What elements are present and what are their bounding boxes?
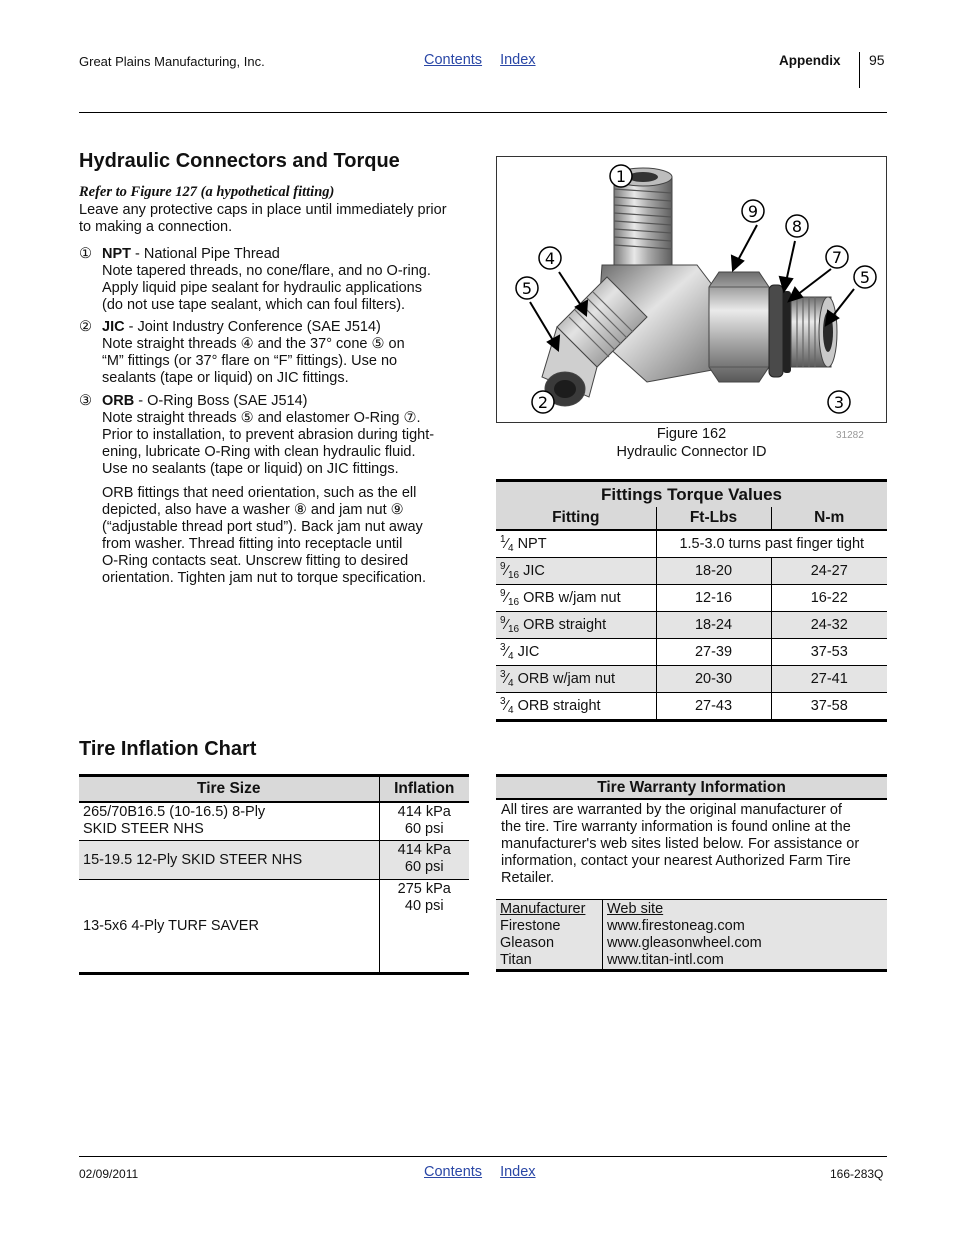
header-index-link[interactable]: Index (500, 52, 536, 68)
tire-size: 13-5x6 4-Ply TURF SAVER (83, 917, 259, 934)
fraction-denominator: 4 (507, 543, 514, 554)
table-row: $^1⁄_4$ NPT 1.5-3.0 turns past finger tight (496, 530, 887, 558)
item-line: (do not use tape sealant, which can foul filters). (102, 297, 406, 313)
website-url[interactable]: www.titan-intl.com (607, 952, 724, 968)
item-orb (79, 393, 469, 478)
item-term: JIC (102, 319, 125, 335)
fraction-numerator: 9 (500, 615, 506, 626)
website-header: Web site (607, 901, 664, 917)
callout-9: 9 (747, 202, 759, 221)
table-row: $^9⁄_{16}$ ORB w/jam nut 12-16 16-22 (496, 585, 887, 612)
fraction-numerator: 3 (500, 696, 506, 707)
callout-7: 7 (831, 248, 843, 267)
header-company: Great Plains Manufacturing, Inc. (79, 54, 265, 69)
website-column (607, 901, 762, 969)
warranty-line: All tires are warranted by the original manufacturer of (501, 802, 842, 818)
callout-3: 3 (833, 393, 845, 412)
nm-value: 37-53 (771, 639, 887, 666)
col-header-inflation: Inflation (379, 776, 469, 802)
orb-note-line: from washer. Thread fitting into receptacle until (102, 536, 403, 552)
fraction-denominator: 4 (507, 678, 514, 689)
manufacturer-column (500, 901, 600, 969)
callout-1: 1 (615, 167, 627, 186)
warranty-line: the tire. Tire warranty information is found online at the (501, 819, 851, 835)
torque-table (496, 479, 887, 722)
orb-note (102, 485, 472, 587)
footer-rule (79, 1156, 887, 1157)
fitting-name: NPT (513, 536, 547, 552)
orb-stem (791, 297, 837, 367)
fraction-denominator: 4 (507, 705, 514, 716)
item-npt (79, 246, 469, 314)
nm-value: 37-58 (771, 693, 887, 721)
inflation-psi: 60 psi (404, 820, 444, 837)
callout-5-left: 5 (521, 279, 533, 298)
warranty-line: Retailer. (501, 870, 555, 886)
jam-nut (709, 272, 769, 382)
nm-value: 16-22 (771, 585, 887, 612)
item-line: Note straight threads ④ and the 37° cone ⑤ on (102, 336, 405, 352)
item-line: Apply liquid pipe sealant for hydraulic applications (102, 280, 422, 296)
warranty-text (501, 802, 885, 887)
website-url[interactable]: www.firestoneag.com (607, 918, 745, 934)
tire-inflation-table (79, 774, 469, 975)
header-section: Appendix (779, 53, 841, 68)
col-header-fitting: Fitting (496, 507, 656, 531)
item-term: NPT (102, 246, 131, 262)
item-line: Note straight threads ⑤ and elastomer O-Ring ⑦. (102, 410, 421, 426)
fitting-name: JIC (519, 563, 545, 579)
figure-title: Hydraulic Connector ID (616, 444, 767, 460)
manufacturer-header: Manufacturer (500, 901, 586, 917)
header-nav (424, 52, 550, 69)
ftlbs-value: 18-20 (656, 558, 771, 585)
inflation-psi: 60 psi (404, 859, 444, 875)
warranty-line: information, contact your nearest Authorized Farm Tire (501, 853, 851, 869)
fraction-numerator: 9 (500, 588, 506, 599)
item-line: Note tapered threads, no cone/flare, and no O-ring. (102, 263, 431, 279)
table-row (79, 802, 469, 841)
warranty-line: manufacturer's web sites listed below. For assistance or (501, 836, 860, 852)
orb-note-line: (“adjustable thread port stud”). Back jam nut away (102, 519, 423, 535)
manufacturer-name: Titan (500, 952, 532, 968)
item-term: ORB (102, 393, 135, 409)
item-marker: ③ (79, 393, 92, 409)
nm-value: 24-27 (771, 558, 887, 585)
fraction-numerator: 9 (500, 561, 506, 572)
manufacturer-name: Firestone (500, 918, 561, 934)
intro-line: Leave any protective caps in place until immediately prior (79, 202, 447, 218)
fraction-denominator: 16 (507, 570, 520, 581)
item-line: Prior to installation, to prevent abrasion during tight- (102, 427, 435, 443)
col-header-ftlbs: Ft-Lbs (656, 507, 771, 531)
table-row: $^3⁄_4$ ORB straight 27-43 37-58 (496, 693, 887, 721)
footer-index-link[interactable]: Index (500, 1164, 536, 1180)
col-header-tire-size: Tire Size (79, 776, 379, 802)
inflation-kpa: 275 kPa (397, 881, 451, 897)
inflation-kpa: 414 kPa (397, 842, 451, 858)
figure-reference: Refer to Figure 127 (a hypothetical fitting) (79, 184, 335, 200)
callout-5-right: 5 (859, 268, 871, 287)
inflation-psi: 40 psi (404, 898, 444, 914)
item-term-desc: - O-Ring Boss (SAE J514) (134, 393, 308, 409)
orb-note-line: depicted, also have a washer ⑧ and jam nut ⑨ (102, 502, 404, 518)
figure-number: Figure 162 (656, 426, 727, 442)
item-marker: ① (79, 246, 92, 262)
item-term-desc: - National Pipe Thread (131, 246, 280, 262)
tire-chart-title: Tire Inflation Chart (79, 738, 257, 760)
callout-4: 4 (544, 249, 556, 268)
torque-value: 1.5-3.0 turns past finger tight (656, 530, 887, 558)
website-url[interactable]: www.gleasonwheel.com (607, 935, 762, 951)
figure-caption (496, 425, 887, 461)
column-divider (602, 900, 603, 970)
ftlbs-value: 12-16 (656, 585, 771, 612)
fraction-numerator: 3 (500, 669, 506, 680)
item-term-desc: - Joint Industry Conference (SAE J514) (124, 319, 381, 335)
header-divider (859, 52, 860, 88)
nm-value: 24-32 (771, 612, 887, 639)
fitting-name: ORB w/jam nut (513, 671, 616, 687)
ftlbs-value: 20-30 (656, 666, 771, 693)
table-row (79, 880, 469, 974)
item-line: “M” fittings (or 37° flare on “F” fittings). Use no (102, 353, 398, 369)
callout-8: 8 (791, 217, 803, 236)
warranty-title: Tire Warranty Information (496, 774, 887, 800)
figure-image-id: 31282 (836, 430, 864, 441)
fitting-name: JIC (513, 644, 540, 660)
warranty-sites-table (496, 899, 887, 972)
fitting-name: ORB straight (519, 617, 607, 633)
hydraulic-title: Hydraulic Connectors and Torque (79, 150, 400, 172)
item-line: Use no sealants (tape or liquid) on JIC fittings. (102, 461, 399, 477)
ftlbs-value: 27-39 (656, 639, 771, 666)
item-marker: ② (79, 319, 92, 335)
tire-size: 15-19.5 12-Ply SKID STEER NHS (83, 851, 303, 868)
connector-illustration (497, 157, 886, 422)
fraction-denominator: 16 (507, 597, 520, 608)
manufacturer-name: Gleason (500, 935, 555, 951)
item-jic (79, 319, 469, 387)
fraction-denominator: 4 (507, 651, 514, 662)
table-row: $^9⁄_{16}$ JIC 18-20 24-27 (496, 558, 887, 585)
orb-note-line: ORB fittings that need orientation, such as the ell (102, 485, 417, 501)
ftlbs-value: 18-24 (656, 612, 771, 639)
hydraulic-connector-figure (496, 156, 887, 423)
inflation-kpa: 414 kPa (397, 803, 451, 820)
page-number: 95 (869, 52, 885, 68)
ftlbs-value: 27-43 (656, 693, 771, 721)
table-row: $^3⁄_4$ ORB w/jam nut 20-30 27-41 (496, 666, 887, 693)
fitting-name: ORB straight (513, 698, 601, 714)
footer-nav (424, 1164, 550, 1181)
item-line: sealants (tape or liquid) on JIC fittings. (102, 370, 349, 386)
fitting-name: ORB w/jam nut (519, 590, 621, 606)
nm-value: 27-41 (771, 666, 887, 693)
intro-line: to making a connection. (79, 219, 233, 235)
orb-note-line: O-Ring contacts seat. Unscrew fitting to desired (102, 553, 409, 569)
callout-2: 2 (537, 393, 549, 412)
footer-doc-number: 166-283Q (830, 1167, 884, 1181)
footer-date: 02/09/2011 (79, 1167, 139, 1181)
orb-note-line: orientation. Tighten jam nut to torque specification. (102, 570, 427, 586)
tire-size: SKID STEER NHS (83, 820, 204, 837)
col-header-nm: N-m (771, 507, 887, 531)
table-row (79, 841, 469, 880)
fraction-numerator: 3 (500, 642, 506, 653)
fraction-denominator: 16 (507, 624, 520, 635)
tire-size: 265/70B16.5 (10-16.5) 8-Ply (83, 803, 266, 820)
header-contents-link[interactable]: Contents (424, 52, 483, 68)
torque-table-title: Fittings Torque Values (496, 481, 887, 507)
item-line: ening, lubricate O-Ring with clean hydraulic fluid. (102, 444, 416, 460)
hydraulic-intro (79, 202, 479, 236)
header-rule (79, 112, 887, 113)
footer-contents-link[interactable]: Contents (424, 1164, 483, 1180)
fraction-numerator: 1 (500, 534, 506, 545)
table-row: $^3⁄_4$ JIC 27-39 37-53 (496, 639, 887, 666)
table-row: $^9⁄_{16}$ ORB straight 18-24 24-32 (496, 612, 887, 639)
